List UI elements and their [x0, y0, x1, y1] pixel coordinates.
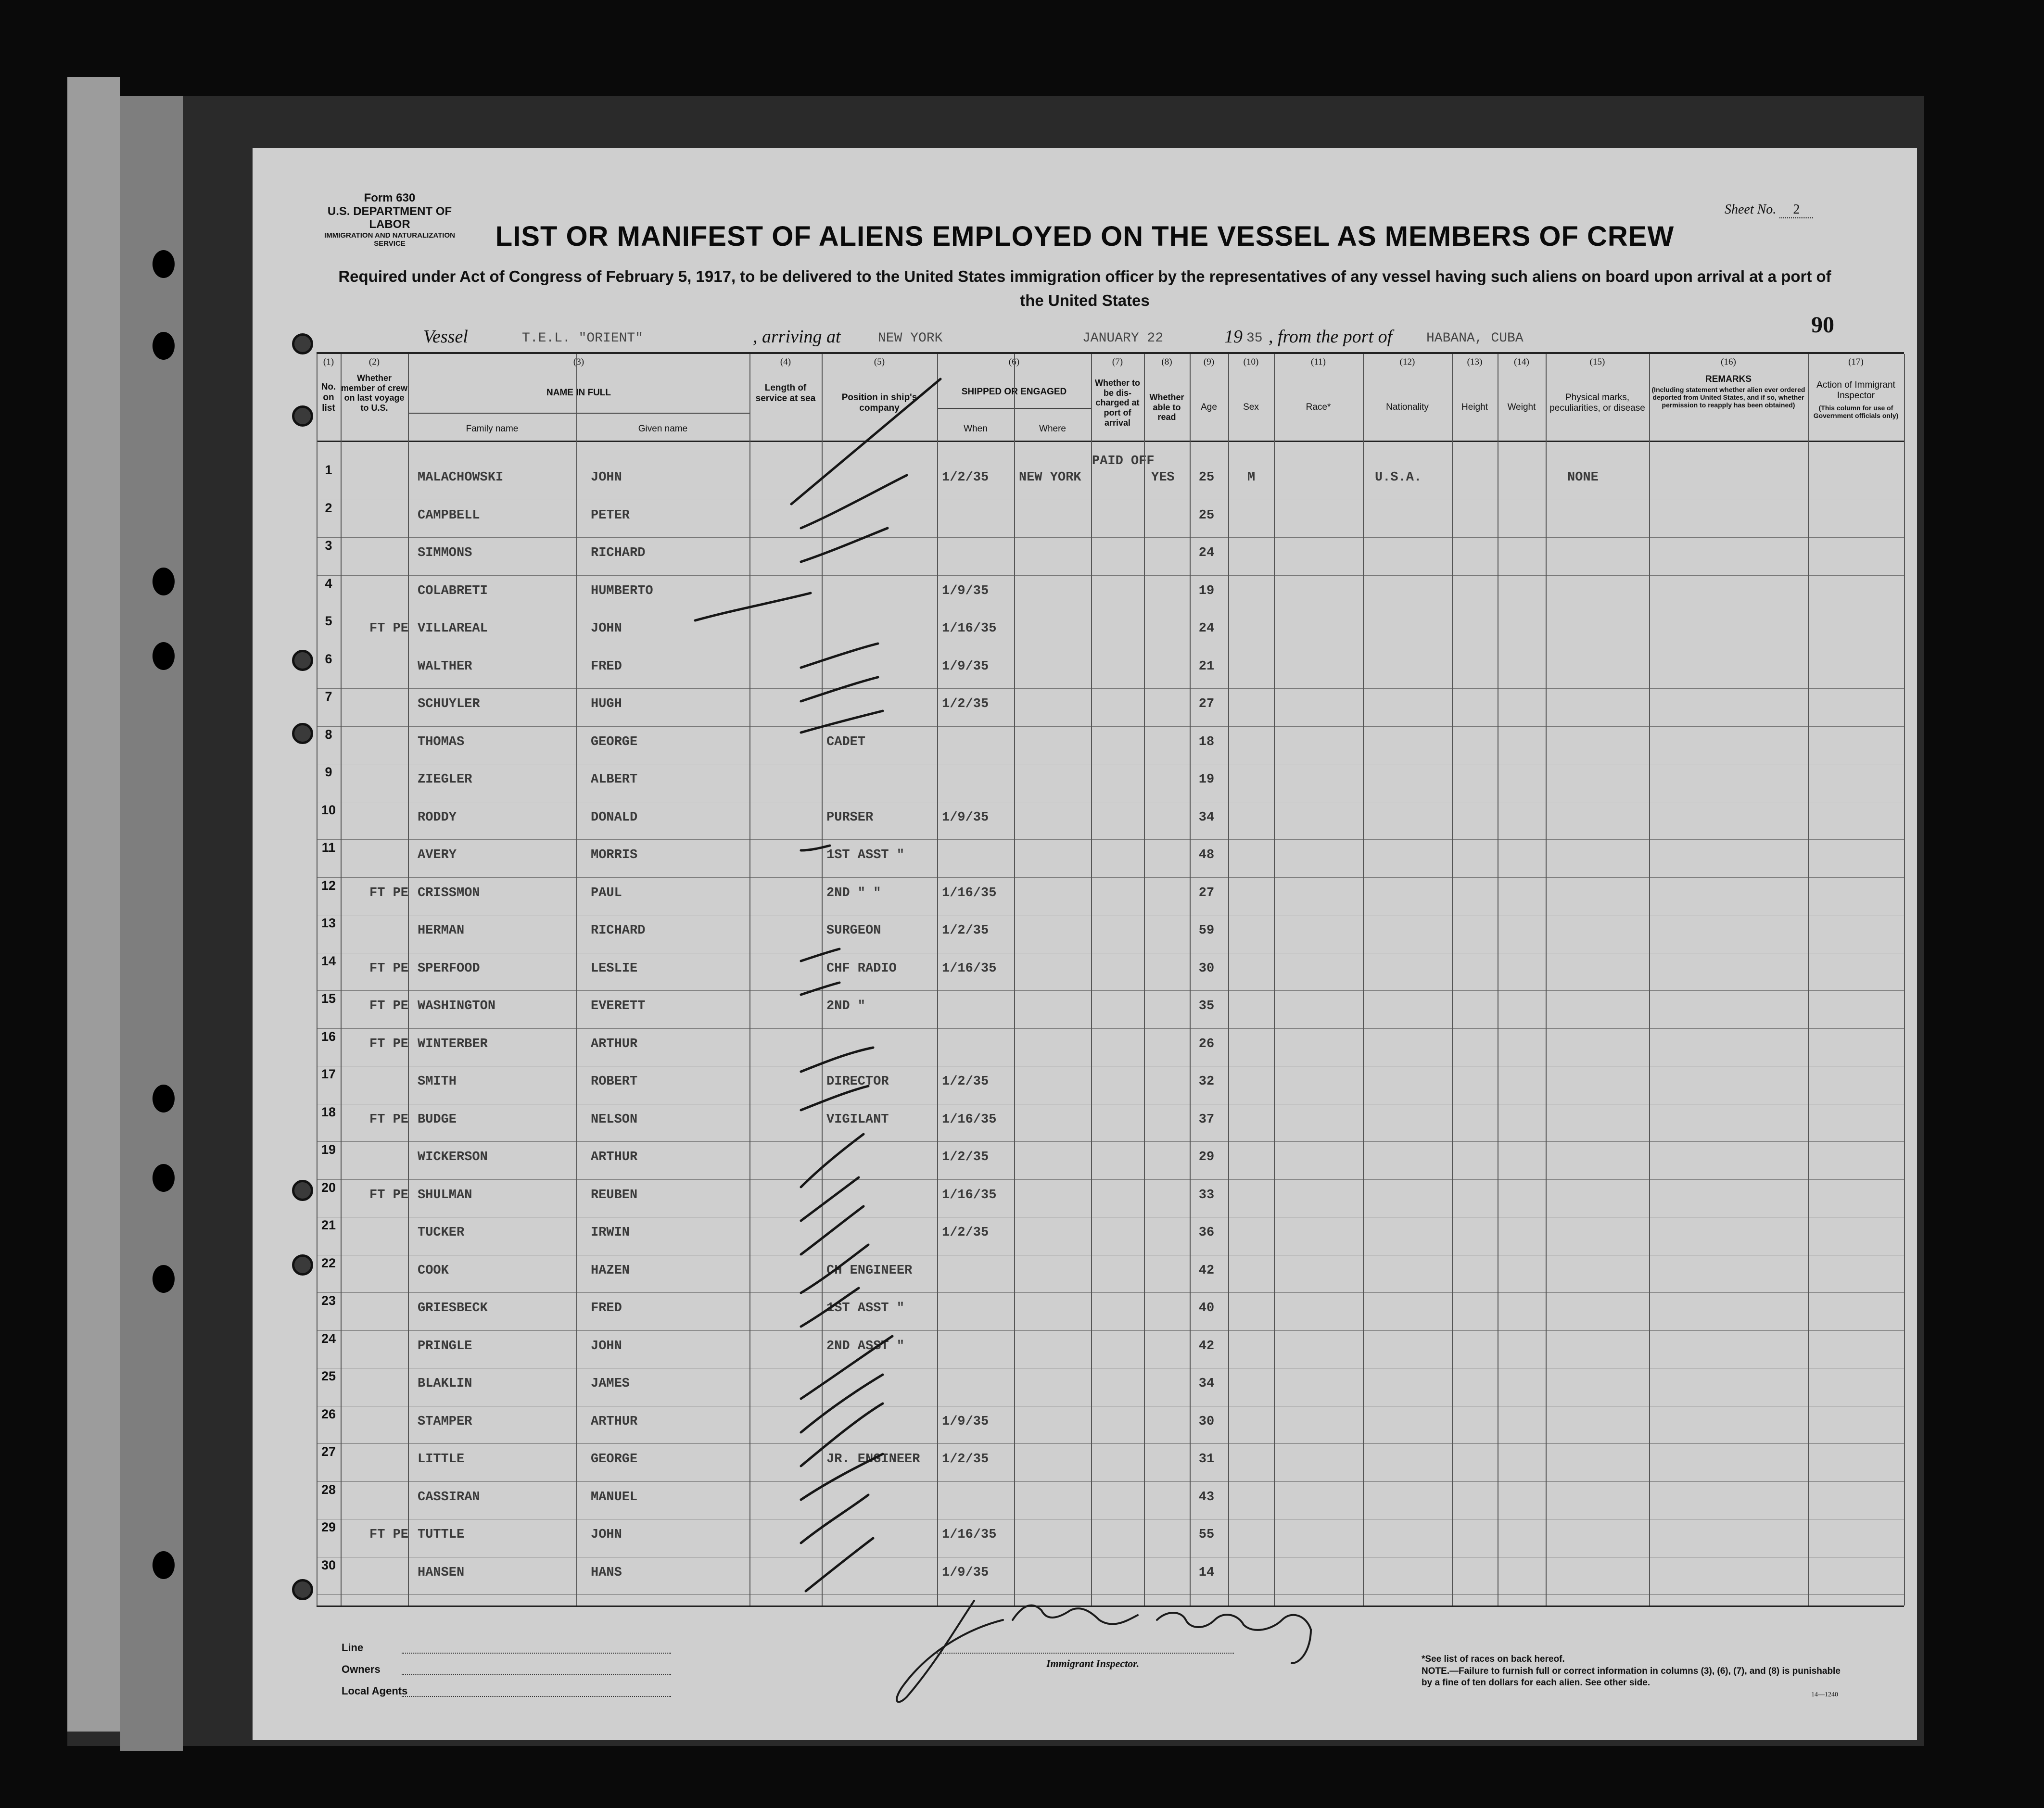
- given-name-cell: HUMBERTO: [591, 583, 653, 598]
- age-cell: 34: [1198, 1377, 1215, 1391]
- row-number: 13: [321, 916, 336, 930]
- row-number: 4: [325, 576, 332, 591]
- age-cell: 37: [1198, 1112, 1215, 1127]
- header-where: Where: [1039, 424, 1066, 434]
- row-number: 19: [321, 1142, 336, 1157]
- family-name-cell: SPERFOOD: [418, 961, 480, 976]
- row-number: 9: [325, 765, 332, 779]
- position-cell: JR. ENGINEER: [826, 1452, 920, 1467]
- family-name-cell: MALACHOWSKI: [418, 470, 504, 485]
- row-number: 20: [321, 1180, 336, 1195]
- row-number: 25: [321, 1369, 336, 1383]
- given-name-cell: RICHARD: [591, 923, 646, 938]
- page-subtitle: Required under Act of Congress of February 5, 1917, to be delivered to the United States immigration officer by the representatives of any vessel having such aliens on board upon arrival at a port of the United States: [338, 267, 1831, 309]
- position-cell: CADET: [826, 734, 866, 749]
- signature-stroke: [1157, 1613, 1311, 1663]
- row-number: 6: [325, 651, 332, 666]
- family-name-cell: CAMPBELL: [418, 508, 480, 523]
- age-cell: 40: [1198, 1301, 1215, 1315]
- row-number: 23: [321, 1293, 336, 1308]
- row-number: 28: [321, 1482, 336, 1497]
- nationality-cell: U.S.A.: [1375, 470, 1422, 485]
- row-number: 24: [321, 1331, 336, 1346]
- age-cell: 25: [1198, 470, 1215, 485]
- header-position: Position in ship's company: [841, 392, 917, 413]
- family-name-cell: AVERY: [418, 848, 457, 862]
- given-name-cell: PETER: [591, 508, 630, 523]
- arriving-label: , arriving at: [753, 327, 841, 347]
- age-cell: 21: [1198, 659, 1215, 674]
- row-number: 18: [321, 1104, 336, 1119]
- row-number: 17: [321, 1067, 336, 1081]
- shipped-when-cell: 1/16/35: [942, 885, 997, 900]
- binder-hole: [152, 1085, 175, 1113]
- colnum: (1): [323, 357, 334, 367]
- binder-hole: [152, 1551, 175, 1579]
- given-name-cell: PAUL: [591, 885, 622, 900]
- position-cell: CH ENGINEER: [826, 1263, 913, 1278]
- colnum: (11): [1311, 357, 1326, 367]
- row-number: 26: [321, 1406, 336, 1421]
- family-name-cell: CRISSMON: [418, 885, 480, 900]
- binder-hole: [152, 1164, 175, 1192]
- binder-hole: [152, 568, 175, 595]
- family-name-cell: CASSIRAN: [418, 1490, 480, 1505]
- given-name-cell: JAMES: [591, 1377, 630, 1391]
- signature-stroke: [1013, 1606, 1138, 1624]
- given-name-cell: HUGH: [591, 697, 622, 711]
- row-number: 11: [321, 840, 336, 855]
- shipped-when-cell: 1/2/35: [942, 470, 989, 485]
- header-name-in-full: NAME IN FULL: [546, 388, 611, 398]
- position-cell: 2ND " ": [826, 885, 881, 900]
- row-number: 30: [321, 1557, 336, 1572]
- given-name-cell: ROBERT: [591, 1075, 638, 1089]
- given-name-cell: DONALD: [591, 810, 638, 825]
- shipped-when-cell: 1/2/35: [942, 1150, 989, 1164]
- signature-stroke: [897, 1601, 1003, 1702]
- sheet-label: Sheet No.: [1725, 202, 1777, 217]
- header-length-of-service: Length of service at sea: [755, 383, 816, 404]
- age-cell: 24: [1198, 621, 1215, 636]
- colnum: (17): [1848, 357, 1864, 367]
- header-remarks: REMARKS: [1705, 374, 1752, 384]
- physical-marks-cell: NONE: [1567, 470, 1599, 485]
- age-cell: 31: [1198, 1452, 1215, 1467]
- age-cell: 43: [1198, 1490, 1215, 1505]
- form-number: Form 630: [364, 191, 416, 204]
- given-name-cell: HAZEN: [591, 1263, 630, 1278]
- last-voyage-marker: FT PE: [369, 1112, 409, 1127]
- header-last-voyage: Whether member of crew on last voyage to U.S.: [341, 373, 408, 413]
- row-number: 5: [325, 614, 332, 628]
- family-name-cell: WICKERSON: [418, 1150, 488, 1164]
- age-cell: 35: [1198, 999, 1215, 1013]
- family-name-cell: SCHUYLER: [418, 697, 480, 711]
- family-name-cell: PRINGLE: [418, 1339, 472, 1353]
- local-agents-label: Local Agents: [342, 1685, 408, 1697]
- colnum: (16): [1721, 357, 1736, 367]
- last-voyage-marker: FT PE: [369, 1188, 409, 1202]
- header-sex: Sex: [1243, 402, 1259, 412]
- year-value: 35: [1246, 331, 1263, 346]
- shipped-when-cell: 1/16/35: [942, 1528, 997, 1542]
- position-cell: CHF RADIO: [826, 961, 897, 976]
- row-number: 14: [321, 953, 336, 968]
- header-discharged: Whether to be dis-charged at port of arrival: [1095, 378, 1140, 428]
- row-number: 7: [325, 689, 332, 704]
- header-nationality: Nationality: [1386, 402, 1429, 412]
- given-name-cell: REUBEN: [591, 1188, 638, 1202]
- age-cell: 48: [1198, 848, 1215, 862]
- last-voyage-marker: FT PE: [369, 1528, 409, 1542]
- row-number: 21: [321, 1218, 336, 1232]
- vessel-label: Vessel: [423, 327, 468, 347]
- header-able-to-read: Whether able to read: [1149, 392, 1184, 422]
- binder-hole: [152, 642, 175, 670]
- binder-hole: [152, 332, 175, 360]
- arriving-value: NEW YORK: [878, 331, 943, 346]
- line-label: Line: [342, 1642, 364, 1654]
- age-cell: 19: [1198, 772, 1215, 787]
- header-age: Age: [1201, 402, 1217, 412]
- family-name-cell: TUTTLE: [418, 1528, 465, 1542]
- family-name-cell: COOK: [418, 1263, 449, 1278]
- form-code: 14—1240: [1811, 1691, 1838, 1698]
- row-number: 1: [325, 463, 332, 477]
- given-name-cell: MORRIS: [591, 848, 638, 862]
- binder-hole: [152, 1265, 175, 1293]
- header-remarks-note: (Including statement whether alien ever ordered deported from United States, and if so, whether permission to reapply has been obtained): [1651, 386, 1805, 409]
- family-name-cell: THOMAS: [418, 734, 465, 749]
- given-name-cell: GEORGE: [591, 1452, 638, 1467]
- age-cell: 30: [1198, 961, 1215, 976]
- age-cell: 27: [1198, 885, 1215, 900]
- age-cell: 55: [1198, 1528, 1215, 1542]
- sheet-value: 2: [1779, 202, 1813, 218]
- inspector-signature: [253, 148, 1917, 1740]
- family-name-cell: WASHINGTON: [418, 999, 496, 1013]
- family-name-cell: COLABRETI: [418, 583, 488, 598]
- colnum: (2): [368, 357, 380, 367]
- shipped-when-cell: 1/9/35: [942, 1414, 989, 1429]
- last-voyage-marker: FT PE: [369, 1037, 409, 1051]
- position-cell: PURSER: [826, 810, 874, 825]
- shipped-where-cell: NEW YORK: [1019, 470, 1081, 485]
- shipped-when-cell: 1/16/35: [942, 1188, 997, 1202]
- position-cell: VIGILANT: [826, 1112, 889, 1127]
- colnum: (12): [1399, 357, 1415, 367]
- left-paper-edge: [67, 77, 120, 1732]
- colnum: (8): [1161, 357, 1172, 367]
- from-port-label: , from the port of: [1269, 327, 1393, 347]
- inspector-label: Immigrant Inspector.: [1046, 1657, 1140, 1669]
- vessel-value: T.E.L. "ORIENT": [522, 331, 644, 346]
- colnum: (14): [1514, 357, 1529, 367]
- family-name-cell: RODDY: [418, 810, 457, 825]
- able-to-read-cell: YES: [1151, 470, 1175, 485]
- age-cell: 32: [1198, 1075, 1215, 1089]
- last-voyage-marker: FT PE: [369, 885, 409, 900]
- header-race: Race*: [1306, 402, 1331, 412]
- footnotes: [1422, 1654, 1845, 1689]
- age-cell: 42: [1198, 1339, 1215, 1353]
- family-name-cell: TUCKER: [418, 1226, 465, 1240]
- shipped-when-cell: 1/2/35: [942, 697, 989, 711]
- position-cell: 1ST ASST ": [826, 848, 905, 862]
- header-shipped-engaged: SHIPPED OR ENGAGED: [961, 387, 1067, 397]
- age-cell: 30: [1198, 1414, 1215, 1429]
- shipped-when-cell: 1/9/35: [942, 583, 989, 598]
- header-given-name: Given name: [638, 424, 688, 434]
- row-number: 27: [321, 1444, 336, 1459]
- family-name-cell: WALTHER: [418, 659, 472, 674]
- family-name-cell: HERMAN: [418, 923, 465, 938]
- header-action-note: (This column for use of Government officials only): [1813, 404, 1899, 420]
- row-number: 29: [321, 1520, 336, 1534]
- given-name-cell: GEORGE: [591, 734, 638, 749]
- discharged-cell: PAID OFF: [1092, 454, 1155, 468]
- family-name-cell: SHULMAN: [418, 1188, 472, 1202]
- colnum: (4): [780, 357, 791, 367]
- row-number: 3: [325, 538, 332, 553]
- age-cell: 27: [1198, 697, 1215, 711]
- given-name-cell: ALBERT: [591, 772, 638, 787]
- family-name-cell: ZIEGLER: [418, 772, 472, 787]
- age-cell: 42: [1198, 1263, 1215, 1278]
- given-name-cell: RICHARD: [591, 546, 646, 560]
- row-number: 16: [321, 1029, 336, 1044]
- given-name-cell: HANS: [591, 1565, 622, 1580]
- shipped-when-cell: 1/16/35: [942, 1112, 997, 1127]
- shipped-when-cell: 1/16/35: [942, 961, 997, 976]
- arrival-date: JANUARY 22: [1082, 331, 1164, 346]
- position-cell: SURGEON: [826, 923, 881, 938]
- given-name-cell: JOHN: [591, 621, 622, 636]
- age-cell: 33: [1198, 1188, 1215, 1202]
- sex-cell: M: [1247, 470, 1256, 485]
- row-number: 8: [325, 727, 332, 742]
- given-name-cell: EVERETT: [591, 999, 646, 1013]
- shipped-when-cell: 1/2/35: [942, 1452, 989, 1467]
- page-title: LIST OR MANIFEST OF ALIENS EMPLOYED ON THE VESSEL AS MEMBERS OF CREW: [495, 221, 1675, 252]
- given-name-cell: LESLIE: [591, 961, 638, 976]
- family-name-cell: VILLAREAL: [418, 621, 488, 636]
- shipped-when-cell: 1/9/35: [942, 659, 989, 674]
- position-cell: 1ST ASST ": [826, 1301, 905, 1315]
- penalty-note: NOTE.—Failure to furnish full or correct information in columns (3), (6), (7), and (8) is punishable by a fine of ten dollars for each alien. See other side.: [1422, 1666, 1841, 1688]
- given-name-cell: FRED: [591, 1301, 622, 1315]
- last-voyage-marker: FT PE: [369, 961, 409, 976]
- shipped-when-cell: 1/2/35: [942, 1226, 989, 1240]
- shipped-when-cell: 1/9/35: [942, 1565, 989, 1580]
- service-name: IMMIGRATION AND NATURALIZATION SERVICE: [324, 231, 455, 248]
- owners-label: Owners: [342, 1663, 381, 1675]
- position-cell: 2ND ASST ": [826, 1339, 905, 1353]
- age-cell: 24: [1198, 546, 1215, 560]
- family-name-cell: LITTLE: [418, 1452, 465, 1467]
- given-name-cell: ARTHUR: [591, 1150, 638, 1164]
- shipped-when-cell: 1/2/35: [942, 1075, 989, 1089]
- colnum: (7): [1112, 357, 1123, 367]
- binder-hole: [152, 250, 175, 278]
- department-name: U.S. DEPARTMENT OF LABOR: [327, 204, 452, 231]
- given-name-cell: JOHN: [591, 1528, 622, 1542]
- last-voyage-marker: FT PE: [369, 999, 409, 1013]
- age-cell: 36: [1198, 1226, 1215, 1240]
- header-family-name: Family name: [466, 424, 519, 434]
- row-number: 10: [321, 802, 336, 817]
- shipped-when-cell: 1/9/35: [942, 810, 989, 825]
- family-name-cell: SMITH: [418, 1075, 457, 1089]
- family-name-cell: HANSEN: [418, 1565, 465, 1580]
- manifest-page: [253, 148, 1917, 1740]
- colnum: (5): [874, 357, 885, 367]
- given-name-cell: MANUEL: [591, 1490, 638, 1505]
- age-cell: 34: [1198, 810, 1215, 825]
- shipped-when-cell: 1/2/35: [942, 923, 989, 938]
- colnum: (15): [1589, 357, 1605, 367]
- colnum: (6): [1008, 357, 1020, 367]
- family-name-cell: SIMMONS: [418, 546, 472, 560]
- from-port-value: HABANA, CUBA: [1426, 331, 1523, 346]
- colnum: (10): [1243, 357, 1259, 367]
- given-name-cell: IRWIN: [591, 1226, 630, 1240]
- given-name-cell: FRED: [591, 659, 622, 674]
- family-name-cell: WINTERBER: [418, 1037, 488, 1051]
- given-name-cell: ARTHUR: [591, 1037, 638, 1051]
- age-cell: 19: [1198, 583, 1215, 598]
- last-voyage-marker: FT PE: [369, 621, 409, 636]
- given-name-cell: NELSON: [591, 1112, 638, 1127]
- given-name-cell: JOHN: [591, 1339, 622, 1353]
- row-number: 15: [321, 991, 336, 1006]
- age-cell: 59: [1198, 923, 1215, 938]
- age-cell: 18: [1198, 734, 1215, 749]
- family-name-cell: STAMPER: [418, 1414, 472, 1429]
- header-no-on-list: No. on list: [321, 382, 336, 413]
- shipped-when-cell: 1/16/35: [942, 621, 997, 636]
- header-physical-marks: Physical marks, peculiarities, or disease: [1549, 392, 1645, 413]
- colnum: (9): [1203, 357, 1215, 367]
- position-cell: DIRECTOR: [826, 1075, 889, 1089]
- given-name-cell: JOHN: [591, 470, 622, 485]
- race-footnote: *See list of races on back hereof.: [1422, 1654, 1565, 1664]
- family-name-cell: GRIESBECK: [418, 1301, 488, 1315]
- header-when: When: [964, 424, 988, 434]
- row-number: 2: [325, 500, 332, 515]
- header-height: Height: [1461, 402, 1488, 412]
- age-cell: 14: [1198, 1565, 1215, 1580]
- header-weight: Weight: [1507, 402, 1536, 412]
- age-cell: 29: [1198, 1150, 1215, 1164]
- row-number: 12: [321, 878, 336, 893]
- age-cell: 25: [1198, 508, 1215, 523]
- page-number: 90: [1811, 312, 1834, 338]
- colnum: (13): [1467, 357, 1483, 367]
- position-cell: 2ND ": [826, 999, 866, 1013]
- age-cell: 26: [1198, 1037, 1215, 1051]
- inspector-line: [936, 1653, 1234, 1654]
- family-name-cell: BUDGE: [418, 1112, 457, 1127]
- family-name-cell: BLAKLIN: [418, 1377, 472, 1391]
- given-name-cell: ARTHUR: [591, 1414, 638, 1429]
- year-prefix: 19: [1224, 327, 1243, 347]
- colnum: (3): [573, 357, 584, 367]
- header-action: Action of Immigrant Inspector: [1816, 380, 1895, 401]
- row-number: 22: [321, 1255, 336, 1270]
